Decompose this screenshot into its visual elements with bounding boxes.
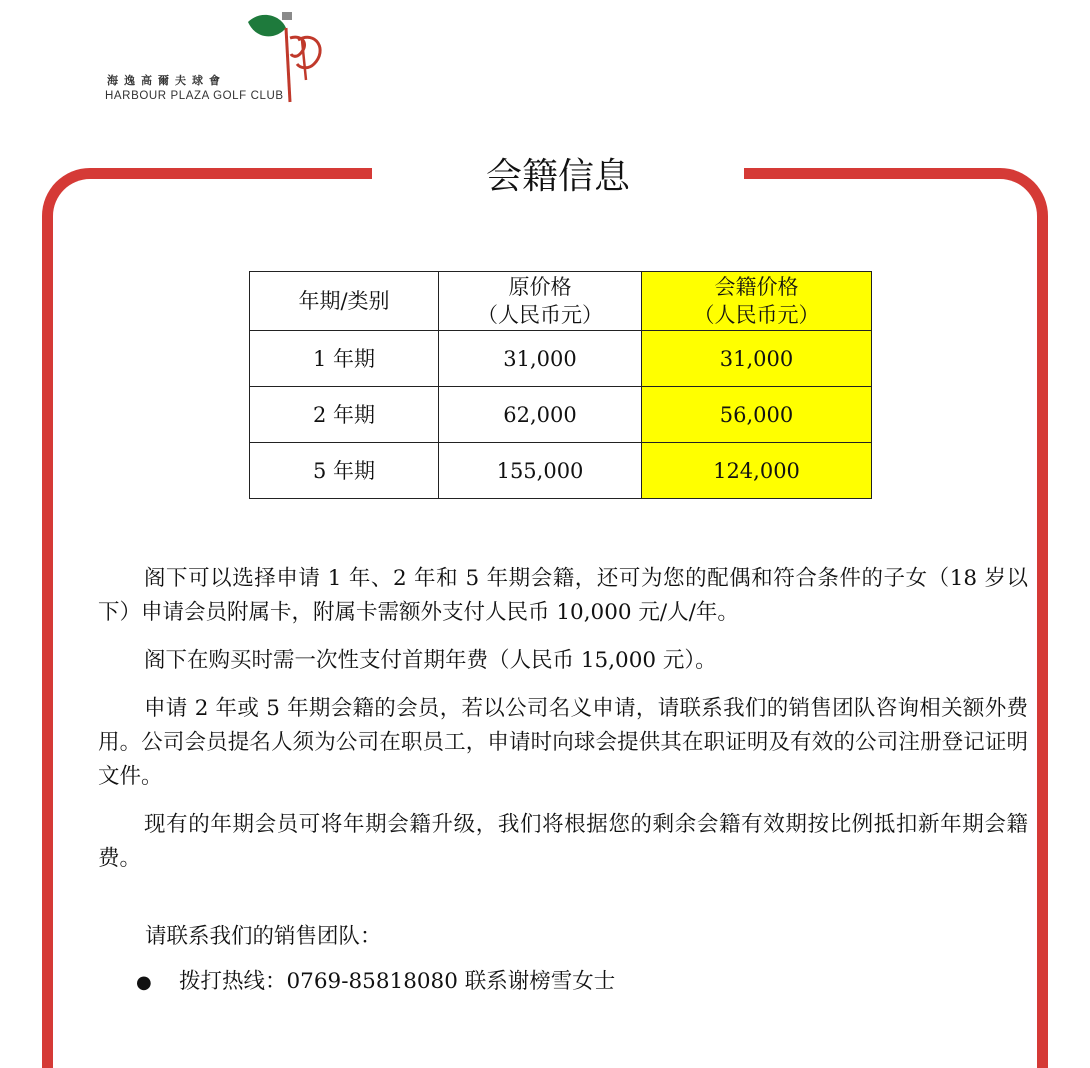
period-cell: 2 年期 — [250, 387, 439, 443]
member-price-cell: 56,000 — [642, 387, 872, 443]
bullet-icon: ● — [136, 972, 152, 993]
original-price-cell: 31,000 — [439, 331, 642, 387]
member-price-cell: 124,000 — [642, 443, 872, 499]
header-member-price — [642, 272, 872, 331]
table-header-row — [250, 272, 872, 331]
note-paragraph-annual-fee: 阁下在购买时需一次性支付首期年费（人民币 15,000 元）。 — [144, 648, 717, 673]
contact-hotline-text: 拨打热线：0769-85818080 联系谢榜雪女士 — [179, 969, 616, 994]
page-title: 会籍信息 — [485, 156, 630, 197]
logo-english-name: HARBOUR PLAZA GOLF CLUB — [105, 90, 284, 102]
note-paragraph-upgrade: 现有的年期会员可将年期会籍升级，我们将根据您的剩余会籍有效期按比例抵扣新年期会籍费。 — [98, 812, 1028, 871]
period-cell: 1 年期 — [250, 331, 439, 387]
original-price-cell: 155,000 — [439, 443, 642, 499]
header-original-price-unit: （人民币元） — [477, 303, 603, 327]
header-member-price-unit: （人民币元） — [693, 303, 820, 327]
original-price-cell: 62,000 — [439, 387, 642, 443]
period-cell: 5 年期 — [250, 443, 439, 499]
table-row — [250, 443, 872, 499]
note-paragraph-options: 阁下可以选择申请 1 年、2 年和 5 年期会籍，还可为您的配偶和符合条件的子女（18 岁以下）申请会员附属卡，附属卡需额外支付人民币 10,000 元/人/年。 — [98, 566, 1028, 625]
member-price-cell: 31,000 — [642, 331, 872, 387]
header-member-price-label: 会籍价格 — [714, 275, 799, 299]
club-logo — [100, 10, 340, 110]
header-original-price — [439, 272, 642, 331]
membership-pricing-table — [249, 271, 872, 499]
membership-notes — [98, 562, 1028, 890]
table-row — [250, 331, 872, 387]
note-paragraph-corporate: 申请 2 年或 5 年期会籍的会员，若以公司名义申请，请联系我们的销售团队咨询相关额外费用。公司会员提名人须为公司在职员工，申请时向球会提供其在职证明及有效的公司注册登记证明文件。 — [98, 696, 1028, 789]
contact-heading: 请联系我们的销售团队： — [145, 924, 382, 949]
header-original-price-label: 原价格 — [508, 275, 572, 299]
table-row — [250, 387, 872, 443]
logo-chinese-name: 海逸高爾夫球會 — [107, 74, 226, 87]
header-period: 年期/类别 — [250, 272, 439, 331]
